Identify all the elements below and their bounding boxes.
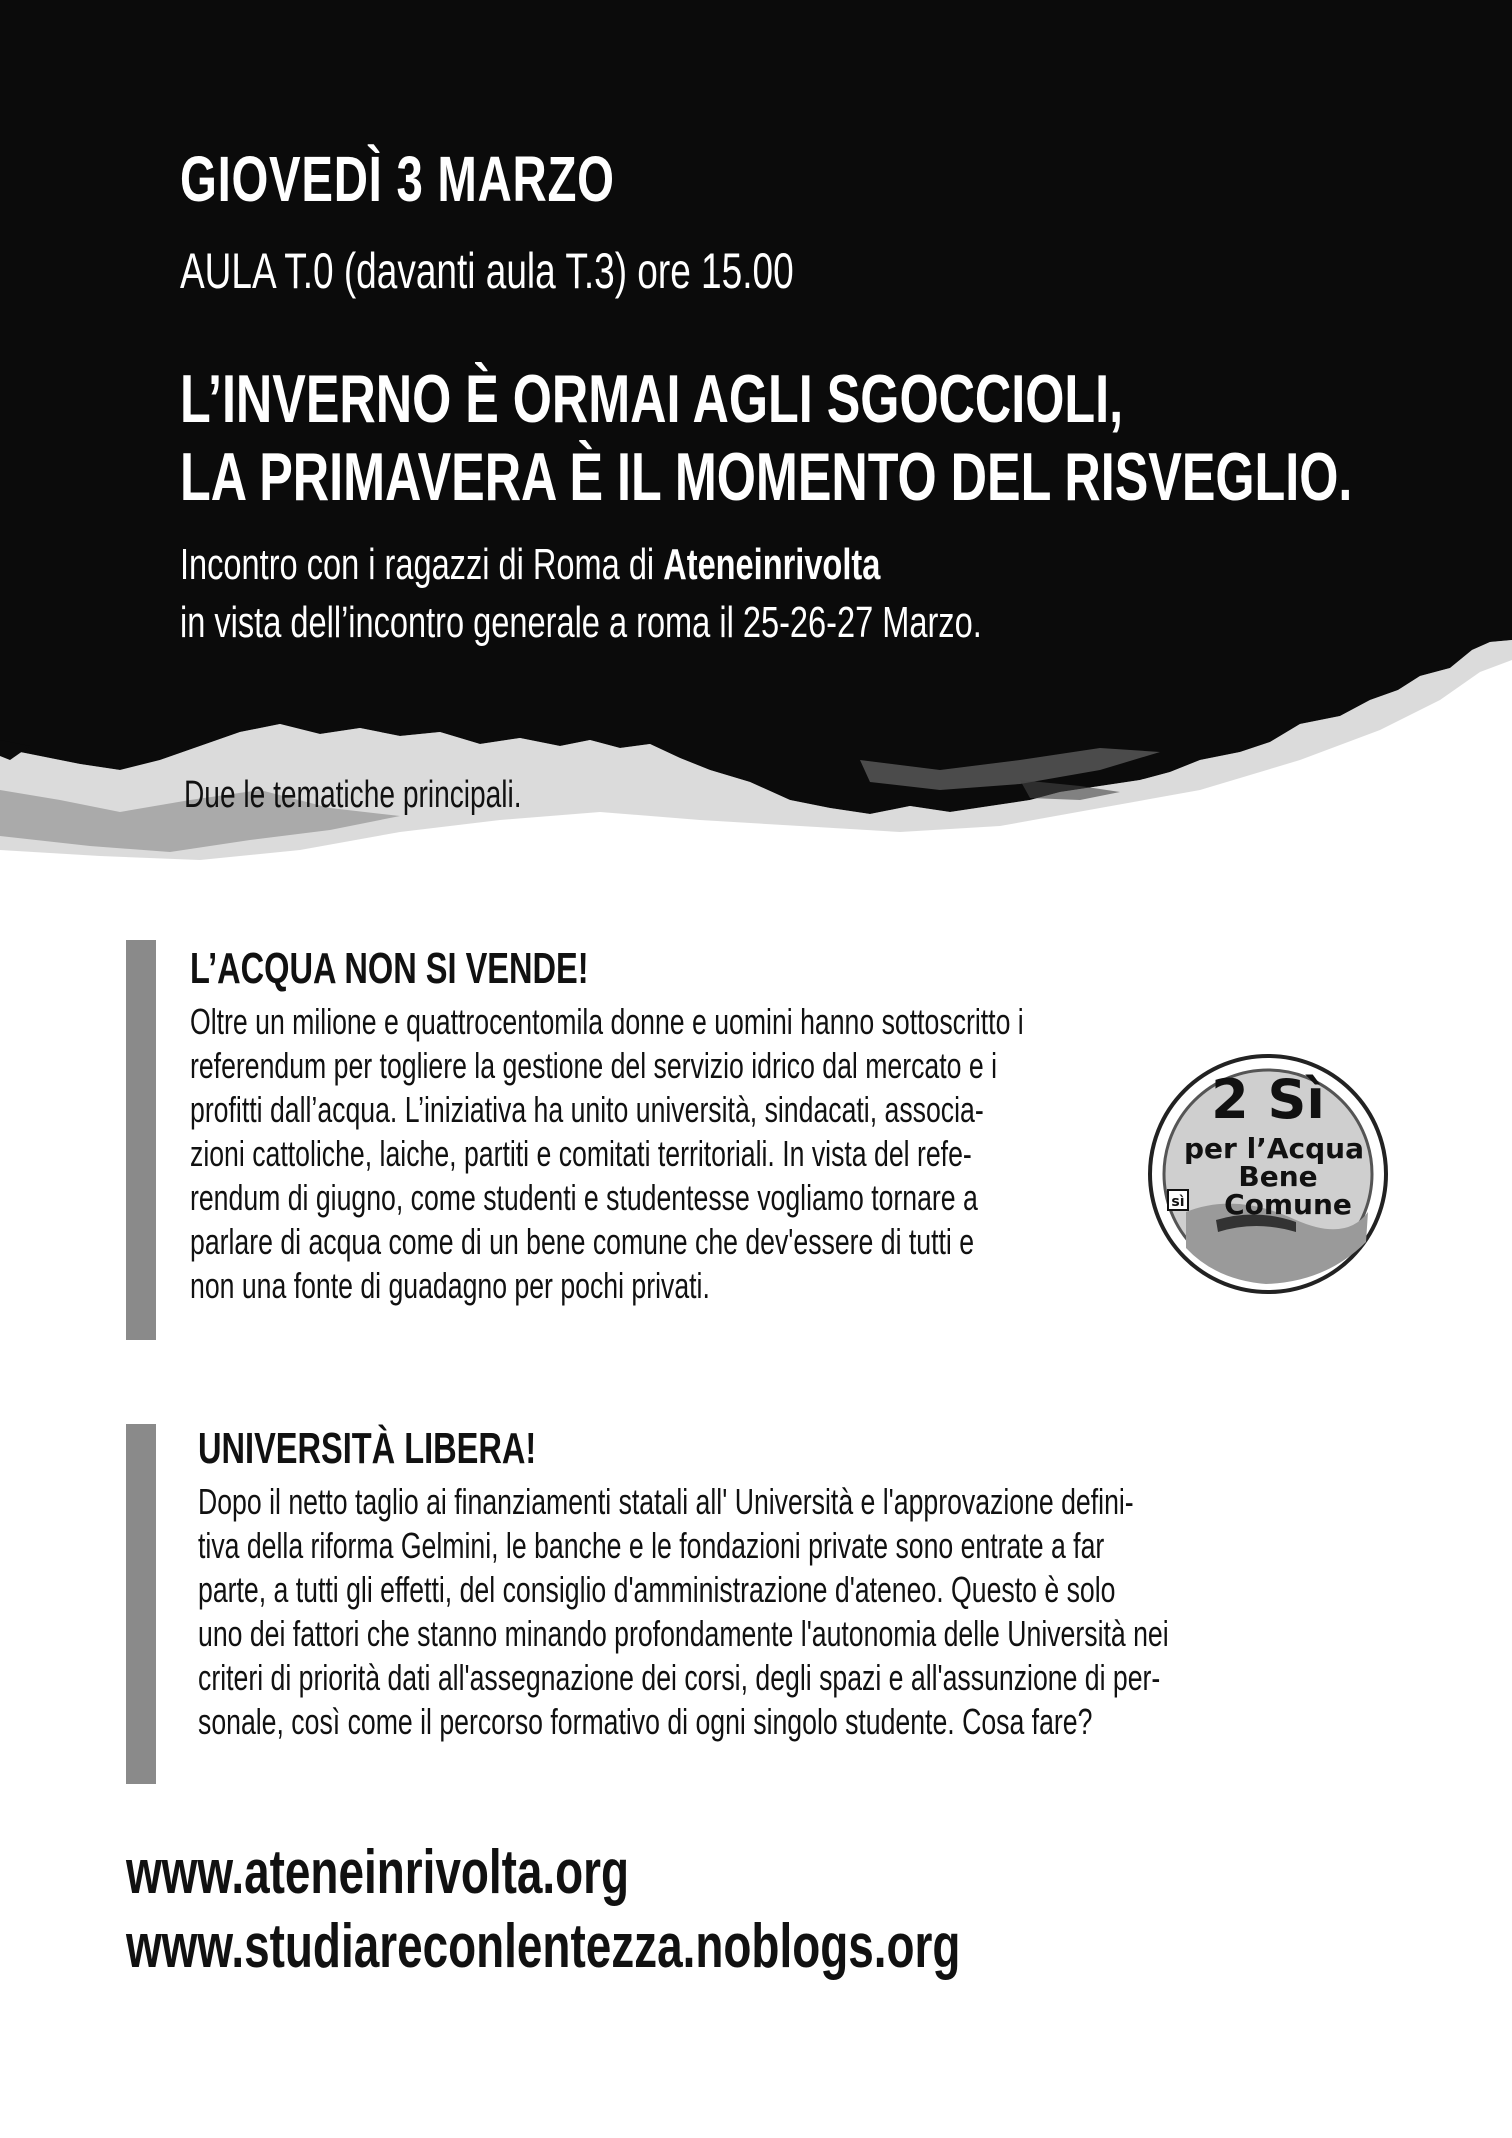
badge-line-2: per l’Acqua <box>1184 1132 1364 1165</box>
section-1-line: rendum di giugno, come studenti e studentesse vogliamo tornare a <box>190 1177 978 1218</box>
section-1-line: zioni cattoliche, laiche, partiti e comitati territoriali. In vista del refe- <box>190 1133 972 1174</box>
section-1-title: L’ACQUA NON SI VENDE! <box>190 944 589 993</box>
intro-line-2: in vista dell’incontro generale a roma il 25-26-27 Marzo. <box>180 598 982 647</box>
section-1-body <box>190 1000 1024 1308</box>
headline <box>180 360 1352 516</box>
acqua-bene-comune-badge <box>1146 1052 1390 1296</box>
section-1-line: profitti dall’acqua. L’iniziativa ha unito università, sindacati, associa- <box>190 1089 984 1130</box>
intro-line-1 <box>180 536 982 594</box>
badge-line-1: 2 Sì <box>1211 1068 1325 1131</box>
section-1-line: referendum per togliere la gestione del servizio idrico dal mercato e i <box>190 1045 998 1086</box>
url-ateneinrivolta[interactable]: www.ateneinrivolta.org <box>126 1838 630 1907</box>
event-place-time: AULA T.0 (davanti aula T.3) ore 15.00 <box>180 243 794 299</box>
badge-line-4: Comune <box>1224 1188 1352 1221</box>
section-2-bar <box>126 1424 156 1784</box>
section-1 <box>190 944 1024 1308</box>
headline-line-2: LA PRIMAVERA È IL MOMENTO DEL RISVEGLIO. <box>180 439 1353 515</box>
url-studiareconlentezza[interactable]: www.studiareconlentezza.noblogs.org <box>126 1912 961 1981</box>
section-1-line: parlare di acqua come di un bene comune che dev'essere di tutti e <box>190 1221 975 1262</box>
section-2-body <box>198 1480 1169 1744</box>
event-date: GIOVEDÌ 3 MARZO <box>180 143 615 215</box>
section-2-line: criteri di priorità dati all'assegnazione dei corsi, degli spazi e all'assunzione di per- <box>198 1657 1161 1698</box>
headline-line-1: L’INVERNO È ORMAI AGLI SGOCCIOLI, <box>180 361 1124 437</box>
intro-org-name: Ateneinrivolta <box>663 540 881 589</box>
badge-graphic <box>1146 1052 1390 1296</box>
intro-text <box>180 536 982 652</box>
themes-intro: Due le tematiche principali. <box>184 774 522 816</box>
section-2-line: uno dei fattori che stanno minando profondamente l'autonomia delle Università nei <box>198 1613 1169 1654</box>
section-2-line: sonale, così come il percorso formativo di ogni singolo studente. Cosa fare? <box>198 1701 1093 1742</box>
section-1-line: non una fonte di guadagno per pochi privati. <box>190 1265 710 1306</box>
section-2-title: UNIVERSITÀ LIBERA! <box>198 1424 537 1473</box>
section-2-line: Dopo il netto taglio ai finanziamenti statali all' Università e l'approvazione defini- <box>198 1481 1134 1522</box>
section-1-bar <box>126 940 156 1340</box>
section-2-line: tiva della riforma Gelmini, le banche e le fondazioni private sono entrate a far <box>198 1525 1105 1566</box>
section-2-line: parte, a tutti gli effetti, del consiglio d'amministrazione d'ateneo. Questo è solo <box>198 1569 1116 1610</box>
section-2 <box>198 1424 1169 1744</box>
intro-prefix: Incontro con i ragazzi di Roma di <box>180 540 664 589</box>
badge-line-3: Bene <box>1238 1160 1318 1193</box>
section-1-line: Oltre un milione e quattrocentomila donne e uomini hanno sottoscritto i <box>190 1001 1024 1042</box>
website-links <box>126 1836 960 1984</box>
badge-mark: sì <box>1171 1194 1185 1210</box>
